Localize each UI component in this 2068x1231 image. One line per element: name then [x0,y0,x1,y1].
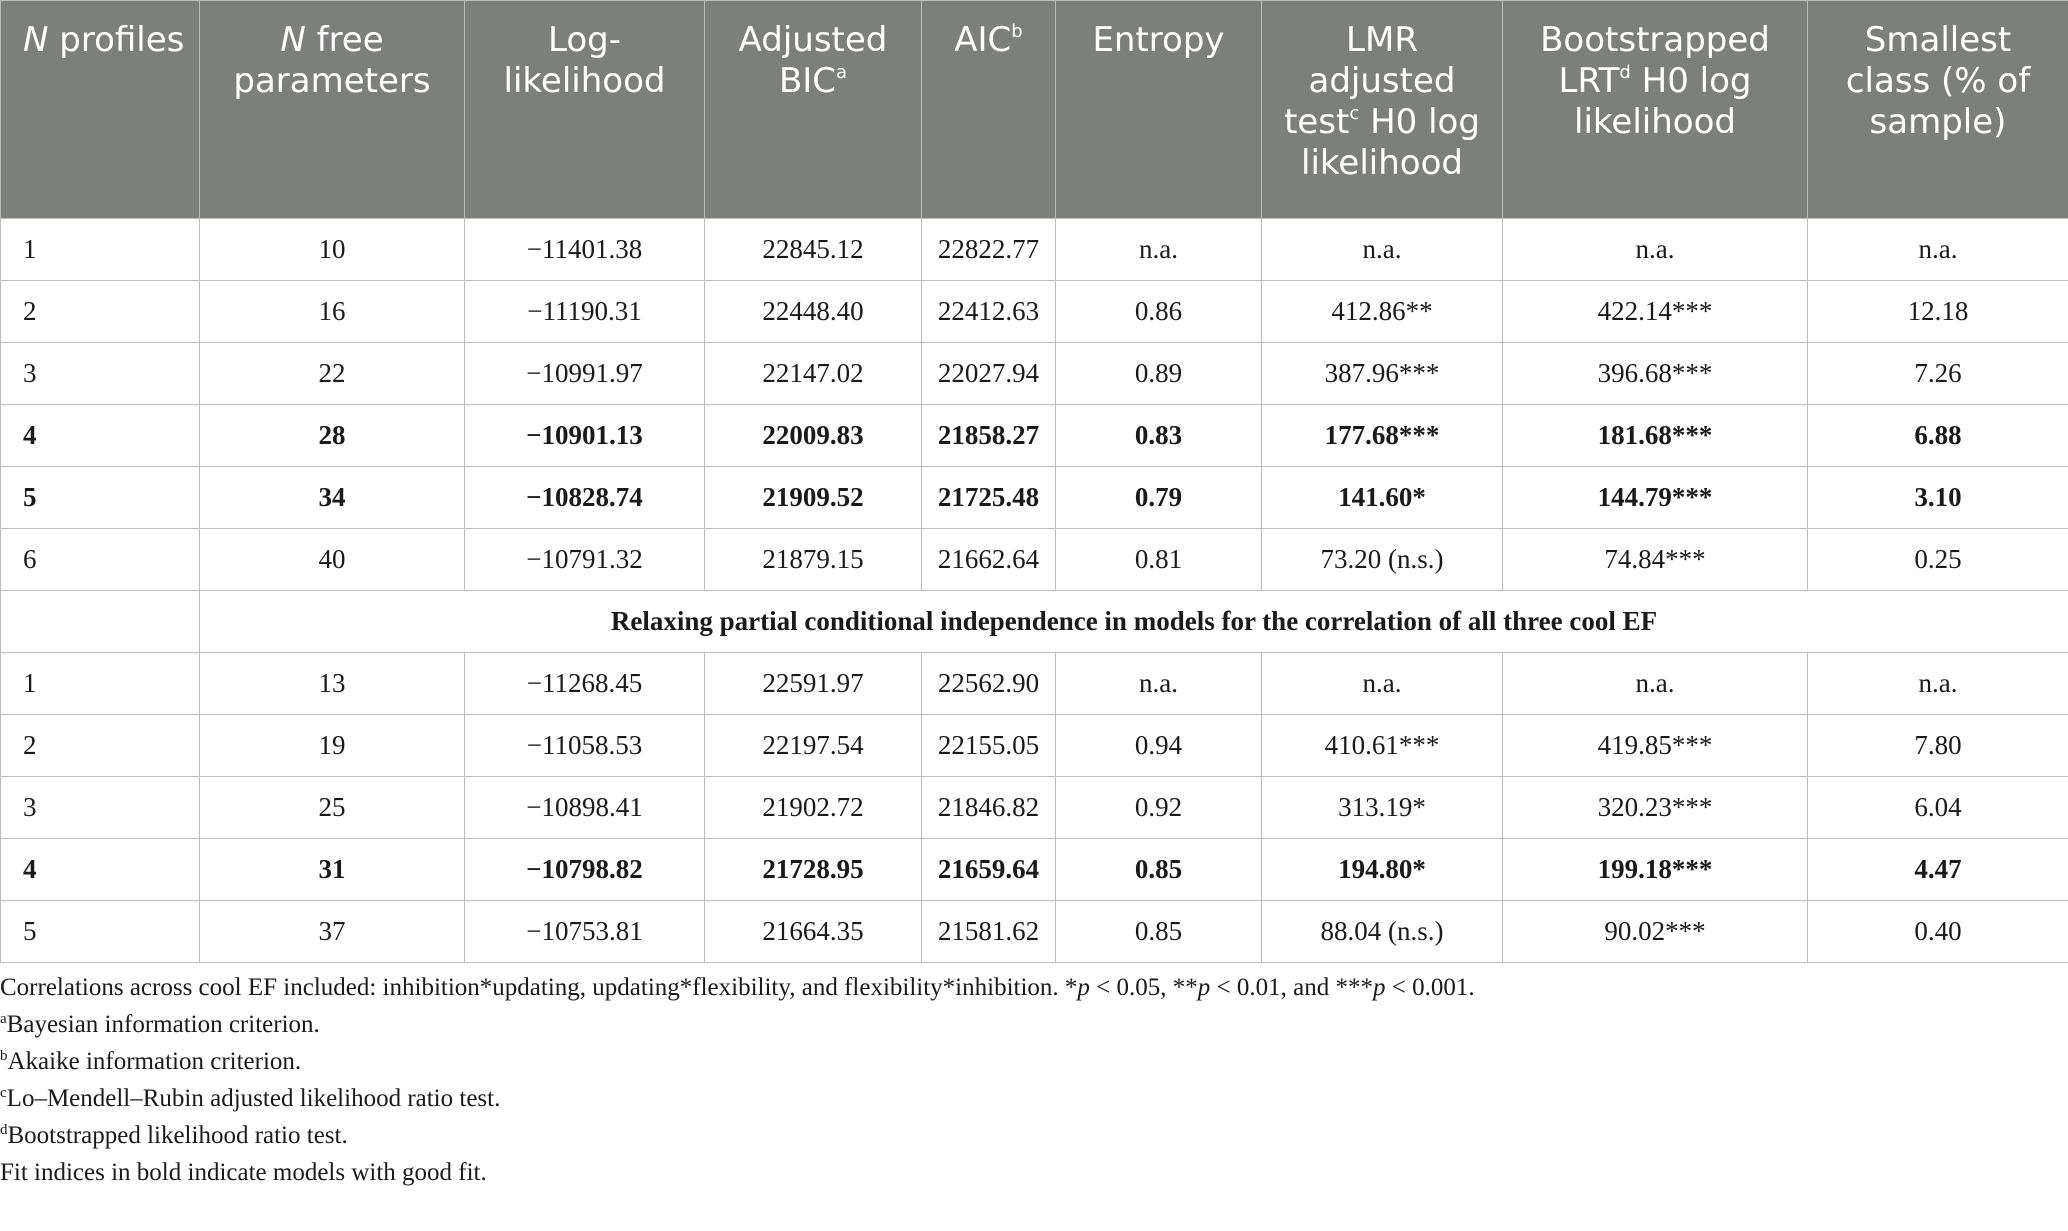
header-label: Bootstrapped LRT [1540,20,1770,101]
table-cell: 6.04 [1808,777,2068,839]
table-cell: −10828.74 [465,467,705,529]
table-row [1,529,2068,591]
footnote-mark: d [0,1122,8,1138]
table-row [1,715,2068,777]
table-cell: 22 [200,343,465,405]
table-header [1,1,2068,219]
table-cell: 7.80 [1808,715,2068,777]
header-label: Entropy [1092,20,1225,60]
table-cell: 21662.64 [922,529,1056,591]
table-cell: 28 [200,405,465,467]
table-cell: 0.81 [1056,529,1262,591]
table-cell: 419.85*** [1503,715,1808,777]
table-cell: 7.26 [1808,343,2068,405]
footnote [0,1006,2068,1043]
table-cell: 0.86 [1056,281,1262,343]
table-cell: 22155.05 [922,715,1056,777]
table-cell: −10798.82 [465,839,705,901]
column-header [465,1,705,219]
table-cell: 5 [1,467,200,529]
table-cell: 313.19* [1262,777,1503,839]
column-header [1808,1,2068,219]
header-italic: N [280,20,306,60]
table-cell: 320.23*** [1503,777,1808,839]
column-header [922,1,1056,219]
table-cell: 4 [1,405,200,467]
column-header [1503,1,1808,219]
table-cell: 2 [1,281,200,343]
bold-note: Fit indices in bold indicate models with good fit. [0,1159,487,1186]
table-cell: 5 [1,901,200,963]
table-cell: 21858.27 [922,405,1056,467]
table-cell: n.a. [1503,653,1808,715]
table-cell: 387.96*** [1262,343,1503,405]
table-cell: 181.68*** [1503,405,1808,467]
table-cell: 21725.48 [922,467,1056,529]
header-label: free parameters [233,20,431,101]
table-cell: 4 [1,839,200,901]
table-cell: 0.25 [1808,529,2068,591]
header-label-suffix: H0 log likelihood [1301,102,1480,183]
table-cell: 21664.35 [705,901,922,963]
table-cell: 6.88 [1808,405,2068,467]
table-cell: 21581.62 [922,901,1056,963]
table-cell: 10 [200,219,465,281]
table-row [1,839,2068,901]
table-cell: 21902.72 [705,777,922,839]
table-cell: −11268.45 [465,653,705,715]
table-cell: 194.80* [1262,839,1503,901]
table-cell: 3 [1,343,200,405]
header-label: Log-likelihood [503,20,666,101]
p-symbol: p [1372,974,1386,1001]
header-label-suffix: H0 log likelihood [1574,61,1752,142]
table-row [1,343,2068,405]
section-title: Relaxing partial conditional independence in models for the correlation of all three cool EF [200,591,2068,653]
table-cell: 21846.82 [922,777,1056,839]
footnote-text: Bayesian information criterion. [6,1011,320,1038]
table-cell: 22591.97 [705,653,922,715]
table-cell: 22412.63 [922,281,1056,343]
header-label: Adjusted BIC [738,20,888,101]
table-notes [0,963,2068,1191]
table-cell: 13 [200,653,465,715]
header-footnote-mark: d [1619,62,1631,83]
table-cell: n.a. [1503,219,1808,281]
table-cell: 0.85 [1056,839,1262,901]
table-cell: n.a. [1808,219,2068,281]
table-cell: 396.68*** [1503,343,1808,405]
table-cell: 22197.54 [705,715,922,777]
header-footnote-mark: b [1011,21,1023,42]
table-cell: −11058.53 [465,715,705,777]
table-cell: 31 [200,839,465,901]
table-cell: −11401.38 [465,219,705,281]
column-header [1,1,200,219]
table-cell: −10791.32 [465,529,705,591]
table-cell: 3 [1,777,200,839]
table-cell: n.a. [1056,219,1262,281]
table-body [1,219,2068,963]
table-row [1,901,2068,963]
table-cell: 73.20 (n.s.) [1262,529,1503,591]
table-row [1,653,2068,715]
table-cell: 21728.95 [705,839,922,901]
column-header [1056,1,1262,219]
table-cell: 1 [1,653,200,715]
table-cell: 40 [200,529,465,591]
table-cell: n.a. [1262,653,1503,715]
table-cell: 0.79 [1056,467,1262,529]
column-header [705,1,922,219]
table-cell: −11190.31 [465,281,705,343]
table-cell: 144.79*** [1503,467,1808,529]
table-cell: 4.47 [1808,839,2068,901]
table-cell: 21659.64 [922,839,1056,901]
table-row [1,467,2068,529]
table-cell: 0.83 [1056,405,1262,467]
table-cell: 12.18 [1808,281,2068,343]
table-cell: 19 [200,715,465,777]
footnotes [0,1006,2068,1154]
table-cell: 412.86** [1262,281,1503,343]
p-symbol: p [1077,974,1090,1001]
header-label: LMR adjusted test [1284,20,1456,142]
table-cell: 2 [1,715,200,777]
table-cell: 74.84*** [1503,529,1808,591]
table-row [1,281,2068,343]
table-cell: 21879.15 [705,529,922,591]
footnote-mark: a [0,1011,7,1027]
header-italic: N [23,20,49,60]
table-cell: 0.94 [1056,715,1262,777]
table-cell: 16 [200,281,465,343]
table-cell: 0.92 [1056,777,1262,839]
table-cell: 22147.02 [705,343,922,405]
footnote [0,1117,2068,1154]
table-cell: 0.89 [1056,343,1262,405]
table-cell: n.a. [1056,653,1262,715]
table-cell: 422.14*** [1503,281,1808,343]
table-cell: n.a. [1262,219,1503,281]
table-cell: 22845.12 [705,219,922,281]
table-cell: n.a. [1808,653,2068,715]
footnote [0,1043,2068,1080]
header-footnote-mark: a [836,62,848,83]
table-row [1,405,2068,467]
table-cell: 6 [1,529,200,591]
table-cell: 177.68*** [1262,405,1503,467]
column-header [1262,1,1503,219]
table-cell: 90.02*** [1503,901,1808,963]
column-header [200,1,465,219]
table-cell: 22822.77 [922,219,1056,281]
table-cell: −10898.41 [465,777,705,839]
table-cell: 22027.94 [922,343,1056,405]
table-cell: 1 [1,219,200,281]
table-cell: 25 [200,777,465,839]
table-cell: −10901.13 [465,405,705,467]
table-cell: −10991.97 [465,343,705,405]
section-row [1,591,2068,653]
footnote [0,1080,2068,1117]
header-footnote-mark: c [1349,103,1360,124]
footnote-mark: b [0,1048,8,1064]
table-cell: 410.61*** [1262,715,1503,777]
table-cell: 0.85 [1056,901,1262,963]
header-label: AIC [954,20,1012,60]
table-cell: 199.18*** [1503,839,1808,901]
header-row [1,1,2068,219]
footnote-text: Akaike information criterion. [7,1048,302,1075]
table-row [1,777,2068,839]
p-symbol: p [1197,974,1211,1001]
footnote-text: Lo–Mendell–Rubin adjusted likelihood ratio test. [6,1085,501,1112]
correlations-note: Correlations across cool EF included: inhibition*updating, updating*flexibility, and flexibility*inhibition. *p < 0.05, **p < 0.01, and ***p < 0.001. [0,974,1475,1001]
footnote-mark: c [0,1085,7,1101]
footnote-text: Bootstrapped likelihood ratio test. [7,1122,348,1149]
table-cell: 37 [200,901,465,963]
header-label: Smallest class (% of sample) [1845,20,2031,142]
table-cell: 22448.40 [705,281,922,343]
table-cell: 0.40 [1808,901,2068,963]
table-cell: 22009.83 [705,405,922,467]
section-spacer-cell [1,591,200,653]
table-cell: 21909.52 [705,467,922,529]
table-row [1,219,2068,281]
table-cell: 3.10 [1808,467,2068,529]
table-cell: 22562.90 [922,653,1056,715]
table-cell: −10753.81 [465,901,705,963]
table-cell: 34 [200,467,465,529]
header-label: profiles [59,20,185,60]
table-cell: 88.04 (n.s.) [1262,901,1503,963]
table-cell: 141.60* [1262,467,1503,529]
